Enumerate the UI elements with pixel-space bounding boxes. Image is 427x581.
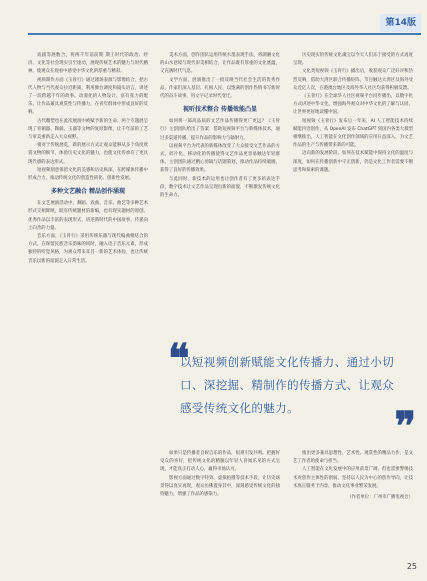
- page-number: 25: [406, 562, 417, 571]
- paragraph: 文学方面，展演推出了一批反映当代社会生活的优秀作品，作家们深入基层、扎根人民，以饱满的创作热情书写新时代的奋斗故事，用文字记录时代变迁。: [160, 77, 280, 100]
- paragraph: 以视频平台为代表的新媒体改变了大众接受文艺作品的方式，碎片化、移动化的传播使得文艺作品更容易触达年轻群体。主创团队通过精心剪辑与话题策划，推动作品持续破圈，获得了良好的传播效果。: [160, 143, 280, 174]
- paragraph: 古代雕塑也在此次展演中被赋予新的生命。两个专题展呈现了青铜器、陶俑、玉器等文物的复原影像，让千年前的工艺与审美重新走入大众视野。: [28, 118, 148, 141]
- close-quote-icon: ❞: [394, 403, 416, 450]
- paragraph: 短视频《玉骨行》发布后一年来，AI 人工智能技术持续赋能内容创作，从 OpenAI 发布 ChatGPT 到国内各类大模型相继推出，人工智能在文化创作领域的应用日益深入，为文艺作品的生产与传播带来新的可能。: [293, 118, 413, 149]
- paragraph: 在文艺展演活动中，舞蹈、戏曲、音乐、曲艺等多种艺术形式交相辉映，既有传统题材的新编，也有现实题材的原创。优秀作品以丰富的表现形式，讲述新时代的中国故事，传递向上向善的力量。: [28, 201, 148, 231]
- paragraph: 人工智能在文化发展中的应用前景广阔，但也需要警惕技术对创作主体性的削弱，坚持以人民为中心的创作导向，让技术真正服务于内容，推动文化事业繁荣发展。: [293, 467, 413, 489]
- paragraph: 音乐方面，《玉骨行》采用传统乐器与现代编曲相结合的方式，在保留民族音乐韵味的同时，融入电子音乐元素，形成独特的听觉风格，为观众带来耳目一新的艺术体验，也让传统音乐以新的面貌走入日常生活。: [28, 234, 148, 264]
- paragraph: 文化类短视频《玉骨行》播出后，收获观众广泛好评和热烈反响，借助大湾区联合传播矩阵，节目触达大湾区及海外受众近亿人次，在港澳台地区及海外华人社区均获得积极反馈。: [293, 69, 413, 91]
- header-rule: [28, 33, 421, 35]
- paragraph: 视频制作方面《玉骨行》通过剧场表演与影像结合，把古代人物与当代观众拉近距离，利用舞台调度和镜头语言，讲述了一段跨越千年的故事。动漫化的人物设计、富有张力的配乐，让作品兼具观赏性与传播力，在青年群体中形成良好的反响。: [28, 77, 148, 116]
- page-section-tag: 第14版: [380, 14, 421, 32]
- article-column-3-lower: [293, 450, 413, 502]
- paragraph: 如果只是传播者自娱自乐的作品，很难引发共鸣。把握好受众的喜好，把传统文化的精髓以年轻人喜闻乐见的方式呈现，才能真正打动人心，赢得市场认可。: [160, 451, 280, 473]
- paragraph: 影视方面通过数字特效、虚拟拍摄等技术手段，让历史场景得以真实再现，观众仿佛置身其中，深刻感受传统文化的独特魅力，增强了作品的感染力。: [160, 475, 280, 498]
- paragraph: 《玉骨行》在全球华人社区视频平台同步播出，以数字化方式讲述中华文化，增强海外观众对中华文化的了解与认同，让世界更好地读懂中国。: [293, 94, 413, 116]
- article-column-3: [293, 52, 413, 175]
- article-column-1: [28, 52, 148, 266]
- paragraph: 相对于传统展览，新的展示方式让观众能够从多个角度欣赏文物的细节，体验历史文化的魅力，也使文化传承有了更具现代感的表达形式。: [28, 143, 148, 165]
- paragraph: 推出更多兼具思想性、艺术性、观赏性的精品力作，是文艺工作者的使命与担当。: [293, 451, 413, 465]
- article-column-2-lower: [160, 450, 280, 499]
- section-heading: 多种文艺融合 精品创作涌现: [50, 188, 126, 196]
- paragraph: 与此同时，新技术的运用也让创作者有了更多的表达手段，数字技术让文艺作品呈现出新的面貌，不断激发传统文化的生命力。: [160, 176, 280, 199]
- author-note: （作者单位：广州市广播电视台）: [347, 495, 413, 501]
- paragraph: 历史现实的传统文化魂宝以今天人们乐于接受的方式再度呈现。: [293, 53, 413, 67]
- paragraph: 短视频刻意保留文化的美感和历史纵深，在跨媒体传播中形成合力，推动传统文化的创造性转化、创新性发展。: [28, 167, 148, 182]
- article-column-2: [160, 52, 280, 200]
- pull-quote: [160, 333, 416, 450]
- pull-quote-text: 以短视频创新赋能文化传播力、通过小切口、深挖掘、精制作的传播方式、让观众感受传统文化的魅力。: [180, 355, 395, 415]
- paragraph: 戏剧等展数合，将两千年前前期 期王时代的政治、经济、文化等社会现实引至逐动，展现传统艺术的魅力与时代精神，使观众在观看中感受中华文化的厚重与精彩。: [28, 53, 148, 75]
- paragraph: 美术方面，创作团队运用传统水墨表现手法，将湖湘文化的山水意境与现代审美相结合，让作品既有厚重的文化底蕴，又充满时代气息。: [160, 53, 280, 75]
- page-header: [0, 0, 427, 36]
- open-quote-icon: ❝: [168, 335, 190, 382]
- paragraph: 迈向新的发展阶段，如何在技术赋能中保持文化的温度与深度，如何在传播创新中守正创新，仍是文化工作者需要不断思考和探索的课题。: [293, 151, 413, 173]
- paragraph: 如何将一部高品质的文艺作品传播得更广更远？《玉骨行》主创团队给出了答案：借助短视频平台与新媒体技术，通过多渠道传播，提升作品的影响力与辐射力。: [160, 119, 280, 141]
- section-heading: 视听技术整合 传播效能凸显: [182, 106, 258, 114]
